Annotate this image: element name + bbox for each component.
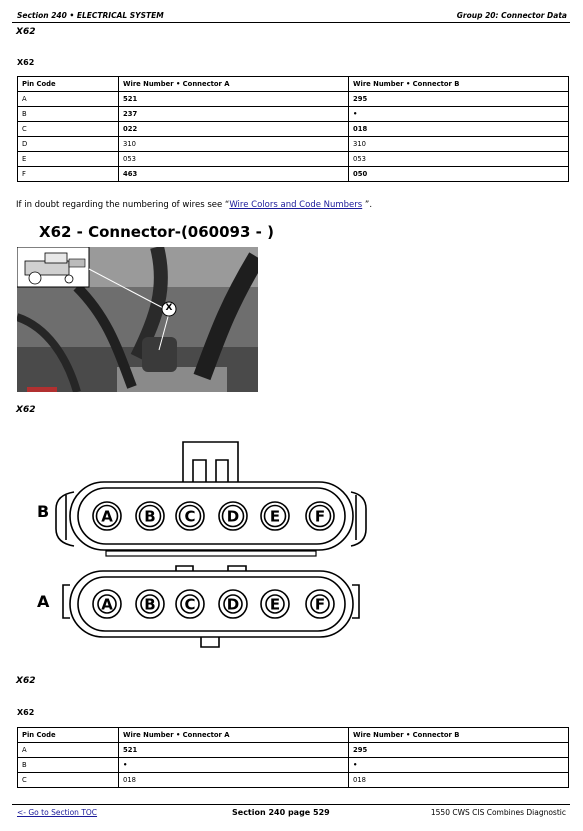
pin-cell: B [18, 107, 119, 122]
document-title: 1550 CWS CIS Combines Diagnostic [430, 808, 566, 817]
section-title-2: X62 [16, 676, 36, 686]
pin-label-c: C [184, 595, 196, 614]
wire-b-cell: 018 [349, 773, 569, 788]
wire-a-cell: 521 [119, 743, 349, 758]
table1-caption: X62 [17, 58, 35, 67]
section-toc-link[interactable]: <- Go to Section TOC [17, 808, 98, 817]
pin-label-a: A [101, 595, 113, 614]
connector-face-diagram [30, 438, 370, 650]
wire-b-cell: 295 [349, 92, 569, 107]
connector-title: X62 - Connector-(060093 - ) [39, 223, 274, 241]
pin-label-f: F [314, 595, 326, 614]
connector-photo [17, 247, 258, 392]
note-suffix: ”. [362, 200, 373, 210]
table-header-row [18, 77, 569, 92]
wire-a-cell: • [119, 758, 349, 773]
header-section: Section 240 • ELECTRICAL SYSTEM [17, 11, 164, 20]
table-row [18, 773, 569, 788]
pin-label-b: B [144, 595, 156, 614]
table-row [18, 122, 569, 137]
pin-label-f: F [314, 507, 326, 526]
pin-table-2 [17, 727, 569, 788]
wire-a-cell: 237 [119, 107, 349, 122]
wire-a-cell: 521 [119, 92, 349, 107]
wire-colors-link[interactable]: Wire Colors and Code Numbers [229, 200, 363, 210]
diagram-title: X62 [16, 405, 36, 415]
wire-colors-note [16, 200, 372, 210]
pin-label-e: E [269, 595, 281, 614]
wire-a-cell: 022 [119, 122, 349, 137]
header-group: Group 20: Connector Data [456, 11, 567, 20]
wire-b-cell: • [349, 107, 569, 122]
pin-label-d: D [226, 595, 240, 614]
pin-label-c: C [184, 507, 196, 526]
table-row [18, 758, 569, 773]
photo-callout-x: X [165, 303, 173, 313]
pin-cell: F [18, 167, 119, 182]
pin-label-b: B [144, 507, 156, 526]
pin-cell: B [18, 758, 119, 773]
wire-a-cell: 463 [119, 167, 349, 182]
pin-table-1 [17, 76, 569, 182]
table-row [18, 92, 569, 107]
table-row [18, 167, 569, 182]
header-pin-code: Pin Code [18, 77, 119, 92]
wire-b-cell: 018 [349, 122, 569, 137]
page-number: Section 240 page 529 [232, 808, 330, 817]
header-connector-b: Wire Number • Connector B [349, 728, 569, 743]
wire-a-cell: 018 [119, 773, 349, 788]
pin-label-d: D [226, 507, 240, 526]
pin-cell: C [18, 773, 119, 788]
wire-b-cell: 310 [349, 137, 569, 152]
wire-b-cell: 050 [349, 167, 569, 182]
pin-cell: C [18, 122, 119, 137]
wire-b-cell: 295 [349, 743, 569, 758]
table-header-row [18, 728, 569, 743]
pin-cell: E [18, 152, 119, 167]
table2-caption: X62 [17, 708, 35, 717]
pin-label-e: E [269, 507, 281, 526]
header-connector-a: Wire Number • Connector A [119, 77, 349, 92]
pin-cell: A [18, 92, 119, 107]
section-title: X62 [16, 27, 36, 37]
table-row [18, 107, 569, 122]
header-connector-a: Wire Number • Connector A [119, 728, 349, 743]
table-row [18, 137, 569, 152]
pin-cell: D [18, 137, 119, 152]
header-pin-code: Pin Code [18, 728, 119, 743]
pin-label-a: A [101, 507, 113, 526]
pin-cell: A [18, 743, 119, 758]
header-connector-b: Wire Number • Connector B [349, 77, 569, 92]
note-prefix: If in doubt regarding the numbering of wires see “ [16, 200, 230, 210]
wire-a-cell: 310 [119, 137, 349, 152]
row-a-label: A [37, 592, 50, 611]
row-b-label: B [37, 502, 50, 521]
header-rule [12, 22, 570, 23]
wire-b-cell: 053 [349, 152, 569, 167]
wire-b-cell: • [349, 758, 569, 773]
table-row [18, 743, 569, 758]
footer-rule [12, 804, 570, 805]
wire-a-cell: 053 [119, 152, 349, 167]
table-row [18, 152, 569, 167]
